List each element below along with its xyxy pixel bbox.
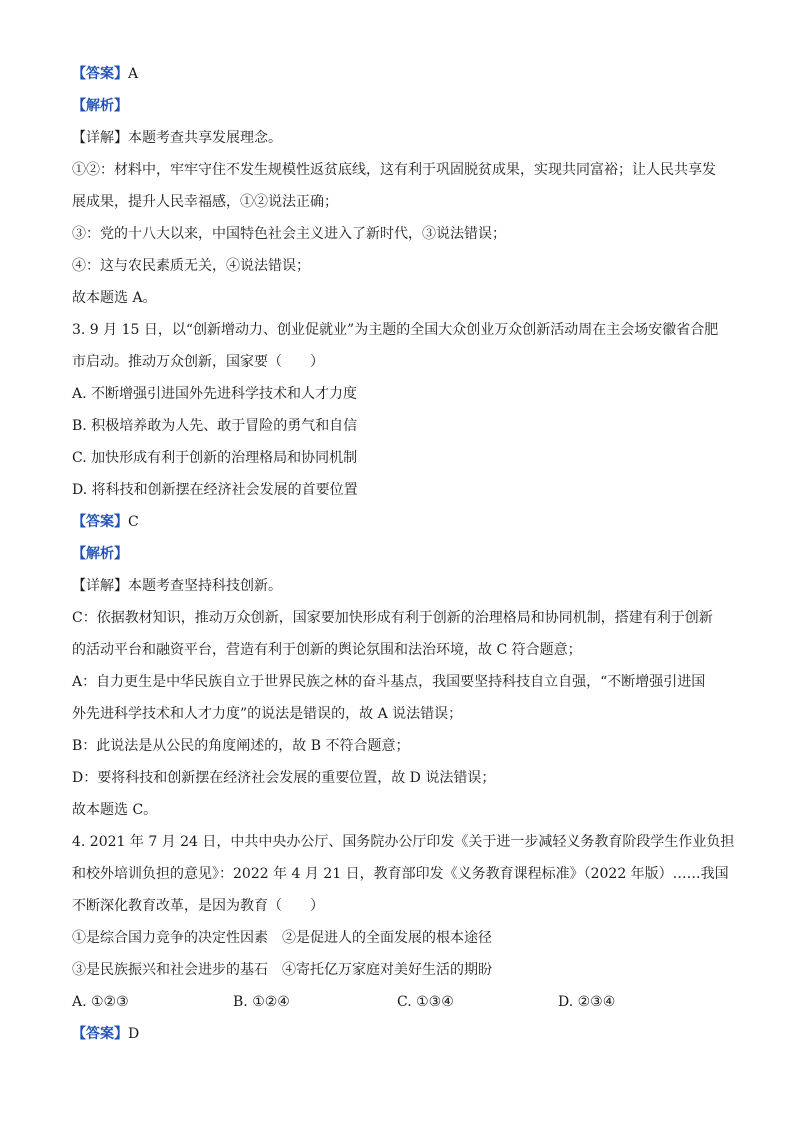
- q3-explanation-line: B：此说法是从公民的角度阐述的，故 B 不符合题意；: [72, 738, 410, 754]
- q2-explanation-line: ④：这与农民素质无关，④说法错误；: [72, 258, 310, 274]
- q3-answer-line: [72, 512, 139, 532]
- answer-tag: 【答案】: [72, 66, 128, 82]
- q2-explanation-line: ③：党的十八大以来，中国特色社会主义进入了新时代，③说法错误；: [72, 226, 506, 242]
- q4-choice-d: D. ②③④: [558, 994, 616, 1010]
- answer-tag: 【答案】: [72, 1026, 128, 1042]
- q3-option-a: A. 不断增强引进国外先进科学技术和人才力度: [72, 386, 358, 402]
- q3-analysis-tag: 【解析】: [72, 546, 128, 562]
- q2-explanation-line: ①②：材料中，牢牢守住不发生规模性返贫底线，这有利于巩固脱贫成果，实现共同富裕；让人民共享发: [72, 162, 716, 178]
- q4-statements-line: ③是民族振兴和社会进步的基石 ④寄托亿万家庭对美好生活的期盼: [72, 962, 492, 978]
- q3-explanation-line: 外先进科学技术和人才力度”的说法是错误的，故 A 说法错误；: [72, 706, 463, 722]
- q4-answer-line: [72, 1024, 139, 1044]
- q3-stem-line: 3. 9 月 15 日，以“创新增动力、创业促就业”为主题的全国大众创业万众创新活动周在主会场安徽省合肥: [72, 322, 719, 338]
- q3-explanation-line: D：要将科技和创新摆在经济社会发展的重要位置，故 D 说法错误；: [72, 770, 496, 786]
- answer-tag: 【答案】: [72, 514, 128, 530]
- q3-stem-line: 市启动。推动万众创新，国家要（ ）: [72, 354, 324, 370]
- answer-value: C: [128, 514, 139, 530]
- q4-stem-line: 和校外培训负担的意见》：2022 年 4 月 21 日，教育部印发《义务教育课程标准》（2022 年版）……我国: [72, 866, 729, 882]
- answer-value: A: [128, 66, 139, 82]
- q4-choice-a: A. ①②③: [72, 994, 129, 1010]
- q4-choice-b: B. ①②④: [233, 994, 290, 1010]
- q3-option-b: B. 积极培养敢为人先、敢于冒险的勇气和自信: [72, 418, 358, 434]
- q4-stem-line: 不断深化教育改革，是因为教育（ ）: [72, 898, 324, 914]
- detail-tag: 【详解】: [72, 578, 128, 594]
- q2-detail-line: 【详解】本题考查共享发展理念。: [72, 130, 282, 146]
- q2-explanation-line: 展成果，提升人民幸福感，①②说法正确；: [72, 194, 338, 210]
- q3-explanation-line: A：自力更生是中华民族自立于世界民族之林的奋斗基点，我国要坚持科技自立自强，“不断增强引进国: [72, 674, 706, 690]
- q2-answer-line: [72, 64, 138, 84]
- detail-tag: 【详解】: [72, 130, 128, 146]
- q3-explanation-line: 的活动平台和融资平台，营造有利于创新的舆论氛围和法治环境，故 C 符合题意；: [72, 642, 582, 658]
- q3-conclusion: 故本题选 C。: [72, 802, 158, 818]
- q3-detail-line: 【详解】本题考查坚持科技创新。: [72, 578, 282, 594]
- q3-option-d: D. 将科技和创新摆在经济社会发展的首要位置: [72, 482, 358, 498]
- q2-analysis-tag: 【解析】: [72, 98, 128, 114]
- q2-conclusion: 故本题选 A。: [72, 290, 157, 306]
- q4-stem-line: 4. 2021 年 7 月 24 日，中共中央办公厅、国务院办公厅印发《关于进一步减轻义务教育阶段学生作业负担: [72, 834, 735, 850]
- q3-option-c: C. 加快形成有利于创新的治理格局和协同机制: [72, 450, 358, 466]
- q4-statements-line: ①是综合国力竞争的决定性因素 ②是促进人的全面发展的根本途径: [72, 930, 492, 946]
- q4-choice-c: C. ①③④: [397, 994, 454, 1010]
- q3-explanation-line: C：依据教材知识，推动万众创新，国家要加快形成有利于创新的治理格局和协同机制，搭建有利于创新: [72, 610, 713, 626]
- answer-value: D: [128, 1026, 140, 1042]
